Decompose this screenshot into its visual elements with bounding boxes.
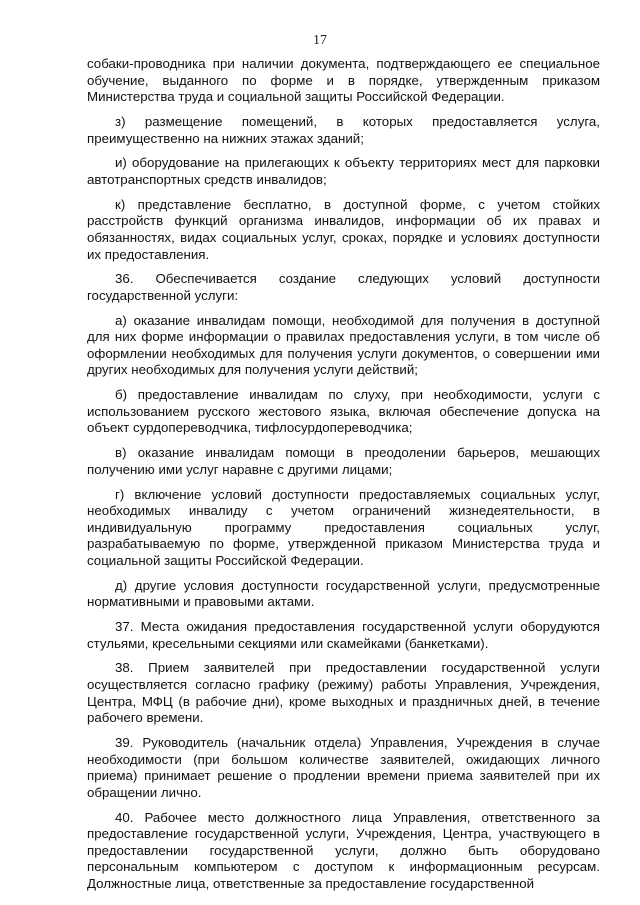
paragraph-guide-dog-continuation: собаки-проводника при наличии документа, подтверждающего ее специальное обучение, выданного по форме и в порядке, утвержденным приказом Министерства труда и социальной защиты Российской Федерации. [87, 56, 600, 105]
paragraph-item-z: з) размещение помещений, в которых предоставляется услуга, преимущественно на нижних этажах зданий; [87, 113, 600, 146]
document-body [87, 56, 600, 901]
page-number: 17 [313, 33, 327, 48]
paragraph-section-37: 37. Места ожидания предоставления государственной услуги оборудуются стульями, кресельными секциями или скамейками (банкетками). [87, 619, 600, 651]
paragraph-item-d: д) другие условия доступности государственной услуги, предусмотренные нормативными и правовыми актами. [87, 577, 600, 610]
paragraph-section-36: 36. Обеспечивается создание следующих условий доступности государственной услуги: [87, 271, 600, 303]
paragraph-item-g: г) включение условий доступности предоставляемых социальных услуг, необходимых инвалиду с учетом ограничений жизнедеятельности, в индивидуальную программу предоставления социальных услуг, разрабатываемую по форме, утвержденной приказом Министерства труда и социальной защиты Российской Федерации. [87, 486, 600, 568]
paragraph-item-k: к) представление бесплатно, в доступной форме, с учетом стойких расстройств функций организма инвалидов, информации об их правах и обязанностях, видах социальных услуг, сроках, порядке и условиях доступности их предоставления. [87, 196, 600, 262]
paragraph-item-b: б) предоставление инвалидам по слуху, при необходимости, услуги с использованием русского жестового языка, включая обеспечение допуска на объект сурдопереводчика, тифлосурдопереводчика; [87, 387, 600, 436]
paragraph-section-39: 39. Руководитель (начальник отдела) Управления, Учреждения в случае необходимости (при большом количестве заявителей, ожидающих личного приема) принимает решение о продлении времени приема заявителей при их обращении лично. [87, 735, 600, 800]
paragraph-item-i: и) оборудование на прилегающих к объекту территориях мест для парковки автотранспортных средств инвалидов; [87, 155, 600, 187]
paragraph-section-38: 38. Прием заявителей при предоставлении государственной услуги осуществляется согласно графику (режиму) работы Управления, Учреждения, Центра, МФЦ (в рабочие дни), кроме выходных и праздничных дней, в течение рабочего времени. [87, 660, 600, 726]
paragraph-item-v: в) оказание инвалидам помощи в преодолении барьеров, мешающих получению ими услуг наравне с другими лицами; [87, 445, 600, 477]
paragraph-item-a: а) оказание инвалидам помощи, необходимой для получения в доступной для них форме информации о правилах предоставления услуги, в том числе об оформлении необходимых для получения услуги документов, о совершении ими других необходимых для получения услуги действий; [87, 312, 600, 378]
paragraph-section-40: 40. Рабочее место должностного лица Управления, ответственного за предоставление государственной услуги, Учреждения, Центра, участвующего в предоставлении государственной услуги, должно быть оборудовано персональным компьютером с доступом к информационным ресурсам. Должностные лица, ответственные за предоставление государственной [87, 809, 600, 891]
